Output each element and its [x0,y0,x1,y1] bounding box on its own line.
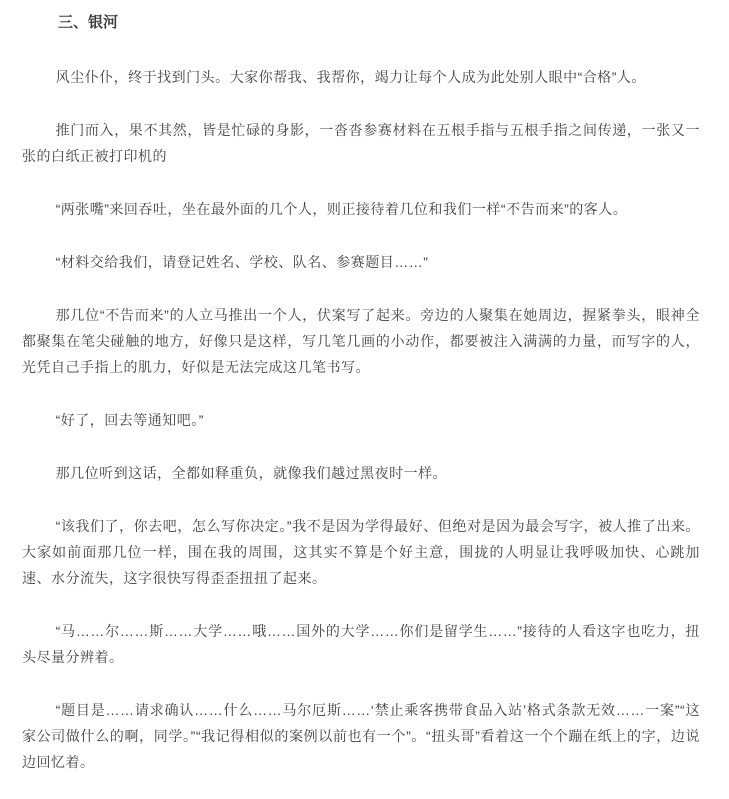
page-title: 三、银河 [58,14,119,31]
paragraph-2: 推门而入，果不其然，皆是忙碌的身影，一沓沓参赛材料在五根手指与五根手指之间传递，一张又一张的白纸正被打印机的 [22,122,700,164]
paragraph-1: 风尘仆仆，终于找到门头。大家你帮我、我帮你，竭力让每个人成为此处别人眼中“合格”人。 [55,69,646,85]
paragraph-4: “材料交给我们，请登记姓名、学校、队名、参赛题目……” [55,254,429,270]
paragraph-9: “马……尔……斯……大学……哦……国外的大学……你们是留学生……”接待的人看这字也吃力，扭头尽量分辨着。 [22,623,700,665]
paragraph-3: “两张嘴”来回吞吐，坐在最外面的几个人，则正接待着几位和我们一样“不告而来”的客人。 [55,201,628,217]
paragraph-7: 那几位听到这话，全都如释重负，就像我们越过黑夜时一样。 [55,465,448,481]
paragraph-5: 那几位“不告而来”的人立马推出一个人，伏案写了起来。旁边的人聚集在她周边，握紧拳头，眼神全都聚集在笔尖碰触的地方，好像只是这样，写几笔几画的小动作，都要被注入满满的力量，而写字的人，光凭自己手指上的肌力，好似是无法完成这几笔书写。 [22,307,700,375]
paragraph-8: “该我们了，你去吧，怎么写你决定。”我不是因为学得最好、但绝对是因为最会写字，被人推了出来。大家如前面那几位一样，围在我的周围，这其实不算是个好主意，围拢的人明显让我呼吸加快、心跳加速、水分流失，这字很快写得歪歪扭扭了起来。 [22,518,700,586]
paragraph-6: “好了，回去等通知吧。” [55,412,204,428]
paragraph-10: “题目是……请求确认……什么……马尔厄斯……‘禁止乘客携带食品入站’格式条款无效……一案”“这家公司做什么的啊，同学。”“我记得相似的案例以前也有一个”。“扭头哥”看着这一个个蹦在纸上的字，边说边回忆着。 [22,702,700,770]
